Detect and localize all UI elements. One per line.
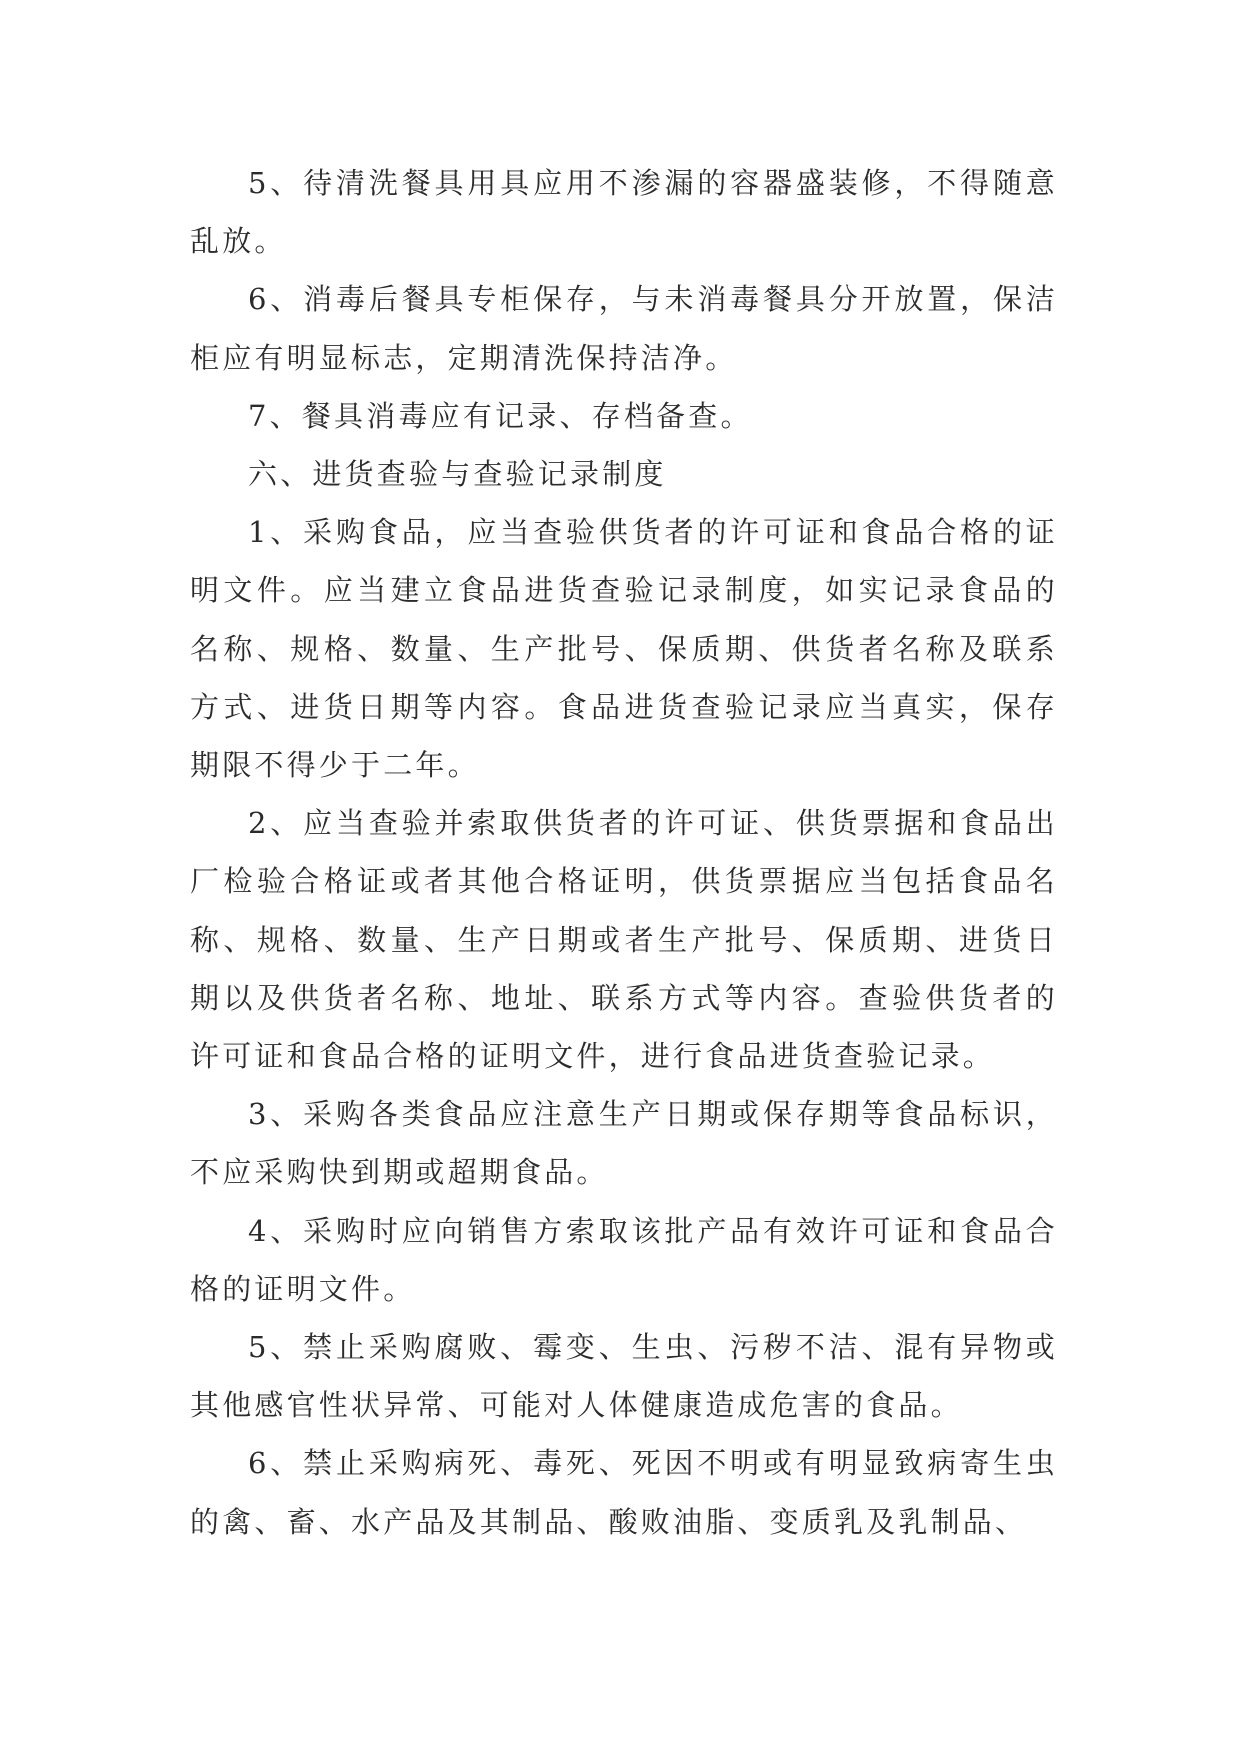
paragraph-expiry-check: 3、采购各类食品应注意生产日期或保存期等食品标识，不应采购快到期或超期食品。 bbox=[190, 1097, 1058, 1190]
paragraph-supplier-documents: 2、应当查验并索取供货者的许可证、供货票据和食品出厂检验合格证或者其他合格证明，供货票据应当包括食品名称、规格、数量、生产日期或者生产批号、保质期、进货日期以及供货者名称、地址、联系方式等内容。查验供货者的许可证和食品合格的证明文件，进行食品进货查验记录。 bbox=[190, 806, 1058, 1074]
paragraph-tableware-container: 5、待清洗餐具用具应用不渗漏的容器盛装修，不得随意乱放。 bbox=[190, 166, 1058, 259]
paragraph-purchase-verification: 1、采购食品，应当查验供货者的许可证和食品合格的证明文件。应当建立食品进货查验记录制度，如实记录食品的名称、规格、数量、生产批号、保质期、供货者名称及联系方式、进货日期等内容。食品进货查验记录应当真实，保存期限不得少于二年。 bbox=[190, 515, 1058, 783]
section-heading-purchase-inspection: 六、进货查验与查验记录制度 bbox=[248, 457, 667, 492]
paragraph-prohibited-diseased-animals: 6、禁止采购病死、毒死、死因不明或有明显致病寄生虫的禽、畜、水产品及其制品、酸败油脂、变质乳及乳制品、 bbox=[190, 1446, 1058, 1539]
paragraph-disinfection-record: 7、餐具消毒应有记录、存档备查。 bbox=[248, 398, 753, 433]
paragraph-prohibited-spoiled-food: 5、禁止采购腐败、霉变、生虫、污秽不洁、混有异物或其他感官性状异常、可能对人体健康造成危害的食品。 bbox=[190, 1330, 1058, 1423]
document-body bbox=[190, 154, 1058, 1551]
paragraph-seller-certificates: 4、采购时应向销售方索取该批产品有效许可证和食品合格的证明文件。 bbox=[190, 1213, 1058, 1306]
paragraph-disinfected-storage: 6、消毒后餐具专柜保存，与未消毒餐具分开放置，保洁柜应有明显标志，定期清洗保持洁净。 bbox=[190, 282, 1058, 375]
